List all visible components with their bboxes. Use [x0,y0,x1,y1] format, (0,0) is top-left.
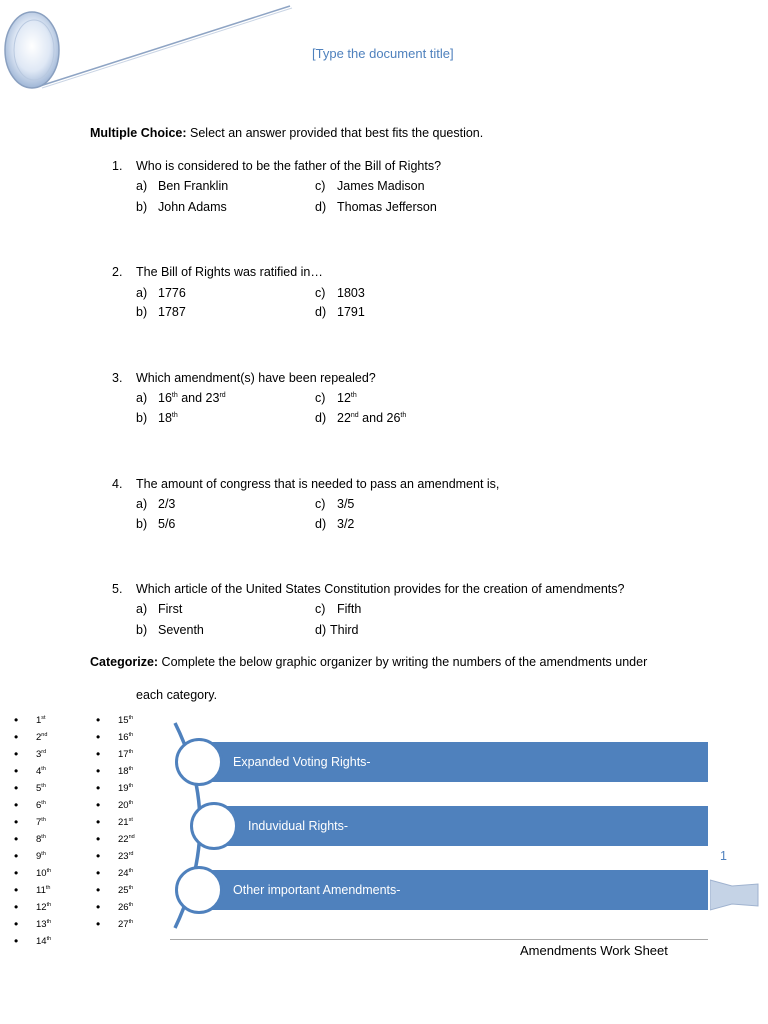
option-c [315,497,354,511]
option-letter: a) [136,286,148,300]
amendment-item [14,933,51,950]
ordinal-suffix: th [171,411,178,419]
option-text: 2/3 [158,497,176,511]
multiple-choice-instructions [90,126,483,140]
option-letter: d) [315,200,327,214]
amendment-item [14,780,51,797]
ordinal-suffix: rd [41,748,47,755]
ordinal-suffix: th [171,391,178,399]
ordinal-suffix: th [46,901,52,908]
option-text: 18 [158,411,172,425]
amendment-item [96,916,135,933]
amendment-item [14,746,51,763]
option-letter: d) [315,517,327,531]
question-number: 3. [112,371,123,385]
question-text: Who is considered to be the father of the Bill of Rights? [136,159,442,173]
amendment-number: 27 [118,919,129,930]
amendment-item [14,916,51,933]
option-text: 22 [337,411,351,425]
option-d [315,411,406,425]
ordinal-suffix: th [128,918,134,925]
amendment-number: 12 [36,902,47,913]
option-letter: c) [315,497,326,511]
amendment-item [96,729,135,746]
option-letter: d) [315,305,327,319]
option-text: Third [330,623,359,637]
ordinal-suffix: th [41,765,46,772]
footer-title: Amendments Work Sheet [520,943,668,958]
organizer-label: Other important Amendments- [233,883,401,897]
question-number: 5. [112,582,123,596]
option-text: John Adams [158,200,227,214]
question-4 [112,477,499,491]
document-title[interactable]: [Type the document title] [312,46,454,61]
amendment-number: 15 [118,715,129,726]
option-c [315,602,361,616]
ordinal-suffix: th [41,799,46,806]
option-letter: b) [136,623,148,637]
amendment-item [14,763,51,780]
option-text: 5/6 [158,517,176,531]
organizer-label: Induvidual Rights- [248,819,349,833]
option-letter: d) [315,411,327,425]
ordinal-suffix: nd [41,731,48,738]
option-text: James Madison [337,179,425,193]
amendment-number: 9 [36,851,42,862]
option-text: 1776 [158,286,186,300]
option-letter: b) [136,517,148,531]
amendment-number: 24 [118,868,129,879]
ordinal-suffix: th [400,411,407,419]
option-letter: c) [315,286,326,300]
organizer-bar-individual[interactable] [225,806,708,846]
option-text: Fifth [337,602,362,616]
option-b [136,200,227,214]
option-d [315,305,365,319]
amendment-item [14,814,51,831]
option-a [136,391,226,405]
option-c [315,179,425,193]
ordinal-suffix: rd [219,391,226,399]
option-a [136,602,182,616]
option-letter: b) [136,411,148,425]
amendment-number: 8 [36,834,42,845]
amendment-number: 7 [36,817,42,828]
option-letter: c) [315,179,326,193]
ordinal-suffix: th [128,731,134,738]
option-text: First [158,602,183,616]
option-c [315,286,365,300]
option-letter: c) [315,391,326,405]
option-letter: a) [136,179,148,193]
option-letter: a) [136,602,148,616]
option-d [315,623,358,637]
amendment-number: 20 [118,800,129,811]
amendment-item [14,882,51,899]
option-b [136,623,204,637]
option-text: 16 [158,391,172,405]
amendments-list-1 [14,712,51,950]
ordinal-suffix: th [41,782,46,789]
option-text: 12 [337,391,351,405]
ordinal-suffix: th [128,901,134,908]
amendment-number: 3 [36,749,42,760]
ordinal-suffix: th [46,935,52,942]
option-text: Seventh [158,623,204,637]
ordinal-suffix: th [41,833,46,840]
option-a [136,179,228,193]
amendment-item [96,848,135,865]
amendment-item [14,712,51,729]
ordinal-suffix: th [128,799,134,806]
question-number: 1. [112,159,123,173]
amendment-item [14,899,51,916]
organizer-label: Expanded Voting Rights- [233,755,371,769]
amendment-number: 10 [36,868,47,879]
option-text: 1791 [337,305,365,319]
categorize-label: Categorize: [90,655,159,669]
option-b [136,305,186,319]
organizer-bar-voting[interactable] [210,742,708,782]
question-text: Which article of the United States Constitution provides for the creation of amendments? [136,582,625,596]
amendment-number: 13 [36,919,47,930]
ordinal-suffix: th [45,884,51,891]
option-text: 3/2 [337,517,355,531]
amendment-number: 2 [36,732,42,743]
ordinal-suffix: st [41,714,46,721]
amendment-number: 21 [118,817,129,828]
intro-text: Select an answer provided that best fits the question. [186,126,484,140]
amendment-number: 5 [36,783,42,794]
amendment-number: 4 [36,766,42,777]
question-text: The amount of congress that is needed to pass an amendment is, [136,477,500,491]
intro-label: Multiple Choice: [90,126,187,140]
ordinal-suffix: rd [128,850,134,857]
option-text: 1787 [158,305,186,319]
amendment-number: 19 [118,783,129,794]
amendment-item [14,831,51,848]
ordinal-suffix: th [46,867,52,874]
option-letter: a) [136,391,148,405]
option-d [315,517,354,531]
organizer-node [190,802,238,850]
question-2 [112,265,323,279]
option-text: and 23 [177,391,220,405]
amendment-item [96,763,135,780]
amendment-number: 22 [118,834,129,845]
option-b [136,517,175,531]
option-letter: a) [136,497,148,511]
amendment-item [96,712,135,729]
categorize-text: Complete the below graphic organizer by writing the numbers of the amendments under [158,655,648,669]
ordinal-suffix: th [128,867,134,874]
categorize-instructions [90,655,647,669]
amendment-number: 17 [118,749,129,760]
footer-divider [170,939,708,940]
page-number: 1 [720,849,727,863]
option-text: and 26 [358,411,401,425]
option-a [136,286,186,300]
ordinal-suffix: nd [128,833,135,840]
option-text: Thomas Jefferson [337,200,437,214]
amendment-item [96,899,135,916]
amendment-item [96,882,135,899]
ordinal-suffix: th [128,748,134,755]
ordinal-suffix: th [128,782,134,789]
option-d [315,200,437,214]
option-letter: c) [315,602,326,616]
amendment-number: 25 [118,885,129,896]
ordinal-suffix: th [128,884,134,891]
organizer-bar-other[interactable] [210,870,708,910]
amendment-item [96,780,135,797]
option-text: Ben Franklin [158,179,229,193]
question-5 [112,582,624,596]
amendment-item [14,729,51,746]
question-text: Which amendment(s) have been repealed? [136,371,376,385]
option-a [136,497,175,511]
amendment-item [14,848,51,865]
amendment-number: 23 [118,851,129,862]
amendment-number: 11 [36,885,46,896]
organizer-node [175,866,223,914]
option-letter: b) [136,200,148,214]
ordinal-suffix: st [128,816,133,823]
question-3 [112,371,376,385]
option-letter: b) [136,305,148,319]
amendment-number: 6 [36,800,42,811]
amendment-number: 16 [118,732,129,743]
option-text: 1803 [337,286,365,300]
amendment-item [96,746,135,763]
ordinal-suffix: th [41,850,46,857]
option-c [315,391,357,405]
ordinal-suffix: th [128,714,134,721]
option-b [136,411,178,425]
amendments-list-2 [96,712,135,933]
ordinal-suffix: th [41,816,46,823]
footer-decoration [710,878,760,912]
question-number: 2. [112,265,123,279]
question-1 [112,159,441,173]
amendment-item [96,865,135,882]
categorize-instructions-cont: each category. [136,688,218,702]
amendment-number: 14 [36,936,47,947]
question-number: 4. [112,477,123,491]
ordinal-suffix: th [128,765,134,772]
amendment-item [14,865,51,882]
amendment-item [96,814,135,831]
ordinal-suffix: th [46,918,52,925]
amendment-item [96,831,135,848]
amendment-number: 1 [36,715,42,726]
amendment-number: 26 [118,902,129,913]
amendment-item [96,797,135,814]
question-text: The Bill of Rights was ratified in… [136,265,323,279]
option-text: 3/5 [337,497,355,511]
organizer-node [175,738,223,786]
option-letter: d) [315,623,327,637]
amendment-number: 18 [118,766,129,777]
amendment-item [14,797,51,814]
header-decoration [0,0,300,100]
ordinal-suffix: nd [350,411,359,419]
ordinal-suffix: th [350,391,357,399]
